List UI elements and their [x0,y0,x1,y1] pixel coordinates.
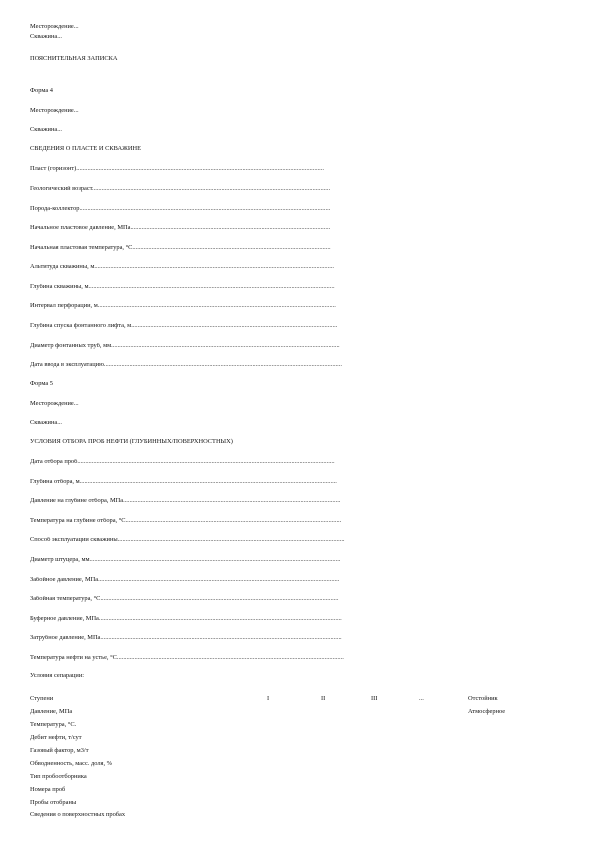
header-well-line: Скважина... [30,33,63,40]
table-cell-settler: Атмосферное [468,708,506,715]
form4-line: Начальное пластовое давление, МПа............................................................................................................................. [30,225,331,231]
form4-well: Скважина... [30,126,63,133]
form5-line: Забойное давление, МПа....................................................................................................................................................... [30,577,340,583]
form5-line: Температура на глубине отбора, °С....................................................................................................................................... [30,518,342,524]
form5-line: Давление на глубине отбора, МПа........................................................................................................................................ [30,498,341,504]
form5-label: Форма 5 [30,380,53,387]
form5-line: Затрубное давление, МПа....................................................................................................................................................... [30,635,342,641]
table-row [30,761,560,770]
form4-line: Пласт (горизонт)........................................................................................................................................................... [30,166,324,172]
table-row-label: Тип пробоотборника [30,773,87,780]
table-header-row [30,696,560,705]
form5-line: Забойная температура, °С..................................................................................................................................................... [30,596,339,602]
form4-line: Начальная пластовая температура, °С............................................................................................................................ [30,245,331,251]
form5-field: Месторождение... [30,400,79,407]
table-row [30,800,560,809]
form4-line: Глубина скважины, м.......................................................................................................................................................... [30,284,335,290]
table-row [30,787,560,796]
form5-line: Способ эксплуатации скважины.............................................................................................................................................. [30,537,345,543]
form4-line: Глубина спуска фонтанного лифта, м................................................................................................................................. [30,323,338,329]
table-row-label: Температура, °С. [30,721,77,728]
table-row-label: Номера проб [30,786,66,793]
form4-line: Порода-коллектор............................................................................................................................................................. [30,206,331,212]
table-row [30,748,560,757]
form5-heading: УСЛОВИЯ ОТБОРА ПРОБ НЕФТИ (ГЛУБИННЫХ/ПОВЕРХНОСТНЫХ) [30,438,233,445]
table-row-label: Пробы отобраны [30,799,77,806]
form5-line: Дата отбора проб................................................................................................................................................................. [30,459,335,465]
separation-conditions-label: Условия сепарации: [30,672,85,679]
table-row [30,735,560,744]
form4-line: Дата ввода в эксплуатацию..................................................................................................................................................... [30,362,342,368]
form4-label: Форма 4 [30,87,53,94]
table-row-label: Газовый фактор, м3/т [30,747,89,754]
table-row [30,722,560,731]
form5-line: Температура нефти на устье, °С.............................................................................................................................................. [30,655,344,661]
table-row [30,812,560,821]
table-header-stage-more: ... [419,695,424,702]
table-row-label: Сведения о поверхностных пробах [30,811,126,818]
table-row-label: Давление, МПа [30,708,73,715]
form4-heading: СВЕДЕНИЯ О ПЛАСТЕ И СКВАЖИНЕ [30,145,141,152]
form4-line: Интервал перфорации, м..................................................................................................................................................... [30,303,336,309]
form5-line: Буферное давление, МПа........................................................................................................................................................ [30,616,342,622]
table-row-label: Обводненность, масс. доля, % [30,760,113,767]
table-row [30,709,560,718]
form4-field: Месторождение... [30,107,79,114]
table-header-stage-1: I [267,695,270,702]
table-header-stage-3: III [371,695,378,702]
table-header-stage-2: II [321,695,326,702]
document-title: ПОЯСНИТЕЛЬНАЯ ЗАПИСКА [30,55,118,62]
form4-line: Диаметр фонтанных труб, мм............................................................................................................................................... [30,343,340,349]
form5-line: Диаметр штуцера, мм............................................................................................................................................................. [30,557,341,563]
form5-line: Глубина отбора, м................................................................................................................................................................. [30,479,337,485]
form5-well: Скважина... [30,419,63,426]
form4-line: Геологический возраст..................................................................................................................................................... [30,186,331,192]
table-row [30,774,560,783]
header-field-line: Месторождение... [30,23,79,30]
table-header-settler: Отстойник [468,695,498,702]
table-header-stages: Ступени [30,695,54,702]
table-row-label: Дебит нефти, т/сут [30,734,82,741]
form4-line: Альтитуда скважины, м...................................................................................................................................................... [30,264,335,270]
